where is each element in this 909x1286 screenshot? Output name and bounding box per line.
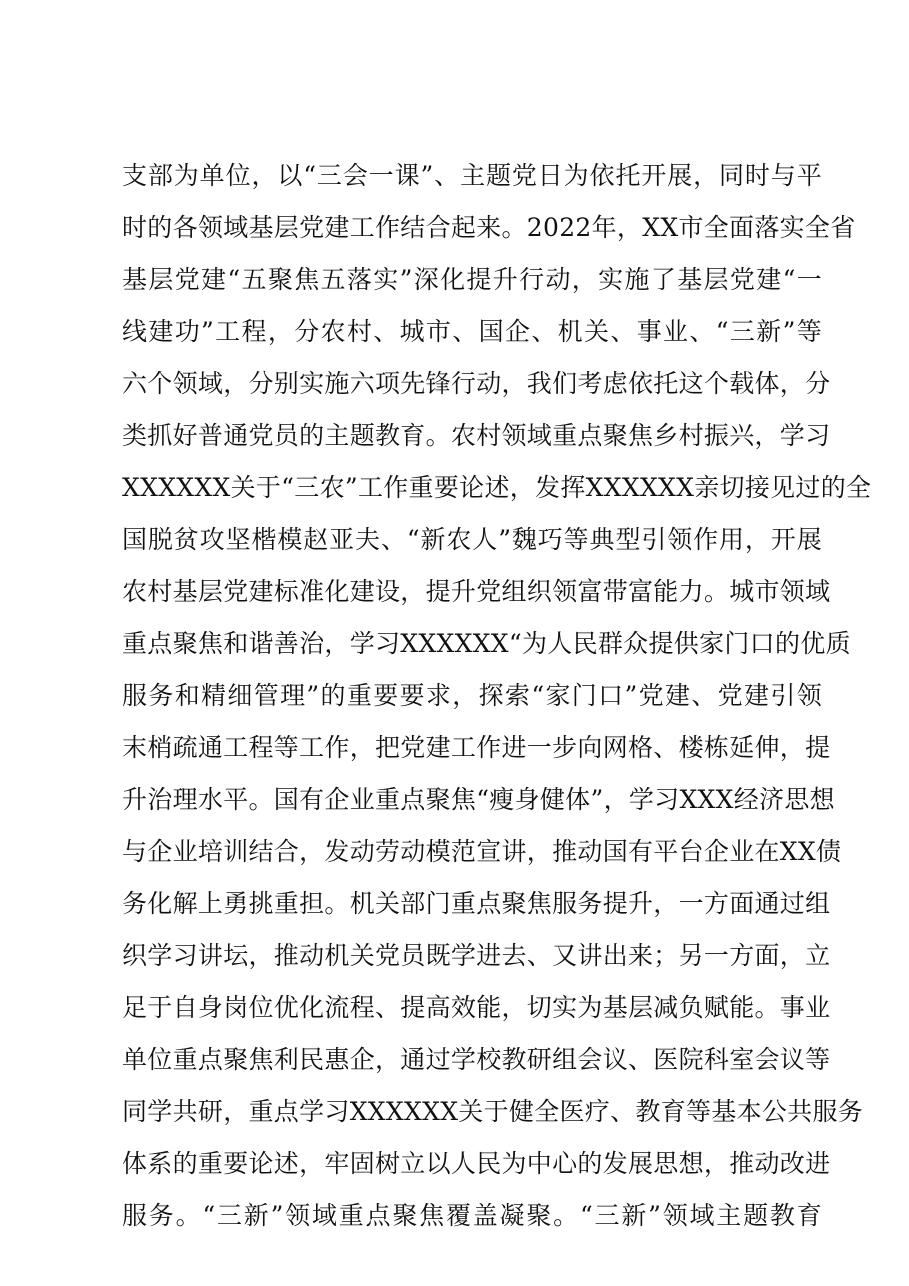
text-line: 六个领域，分别实施六项先锋行动，我们考虑依托这个载体，分 — [122, 369, 831, 398]
text-line: 基层党建“五聚焦五落实”深化提升行动，实施了基层党建“一 — [122, 265, 822, 294]
text-line: 类抓好普通党员的主题教育。农村领域重点聚焦乡村振兴，学习 — [122, 421, 831, 450]
text-line: 线建功”工程，分农村、城市、国企、机关、事业、“三新”等 — [122, 317, 822, 346]
text-line: 与企业培训结合，发动劳动模范宣讲，推动国有平台企业在XX债 — [122, 837, 842, 866]
text-line: 同学共研，重点学习XXXXXX关于健全医疗、教育等基本公共服务 — [122, 1097, 864, 1126]
text-line: 重点聚焦和谐善治，学习XXXXXX“为人民群众提供家门口的优质 — [122, 629, 851, 658]
text-line: 农村基层党建标准化建设，提升党组织领富带富能力。城市领域 — [122, 577, 831, 606]
text-line: 体系的重要论述，牢固树立以人民为中心的发展思想，推动改进 — [122, 1149, 831, 1178]
text-line: 升治理水平。国有企业重点聚焦“瘦身健体”，学习XXX经济思想 — [122, 785, 835, 814]
text-line: 时的各领域基层党建工作结合起来。2022年，XX市全面落实全省 — [122, 213, 856, 242]
text-line: 国脱贫攻坚楷模赵亚夫、“新农人”魏巧等典型引领作用，开展 — [122, 525, 822, 554]
text-line: 服务和精细管理”的重要要求，探索“家门口”党建、党建引领 — [122, 681, 822, 710]
text-line: 务化解上勇挑重担。机关部门重点聚焦服务提升，一方面通过组 — [122, 889, 831, 918]
text-line: 服务。“三新”领域重点聚焦覆盖凝聚。“三新”领域主题教育 — [122, 1201, 822, 1230]
text-line: XXXXXX关于“三农”工作重要论述，发挥XXXXXX亲切接见过的全 — [122, 473, 872, 502]
text-line: 支部为单位，以“三会一课”、主题党日为依托开展，同时与平 — [122, 161, 822, 190]
text-line: 单位重点聚焦利民惠企，通过学校教研组会议、医院科室会议等 — [122, 1045, 831, 1074]
text-line: 织学习讲坛，推动机关党员既学进去、又讲出来；另一方面，立 — [122, 941, 831, 970]
text-line: 末梢疏通工程等工作，把党建工作进一步向网格、楼栋延伸，提 — [122, 733, 831, 762]
text-line: 足于自身岗位优化流程、提高效能，切实为基层减负赋能。事业 — [122, 993, 831, 1022]
body-paragraph — [122, 150, 872, 1242]
